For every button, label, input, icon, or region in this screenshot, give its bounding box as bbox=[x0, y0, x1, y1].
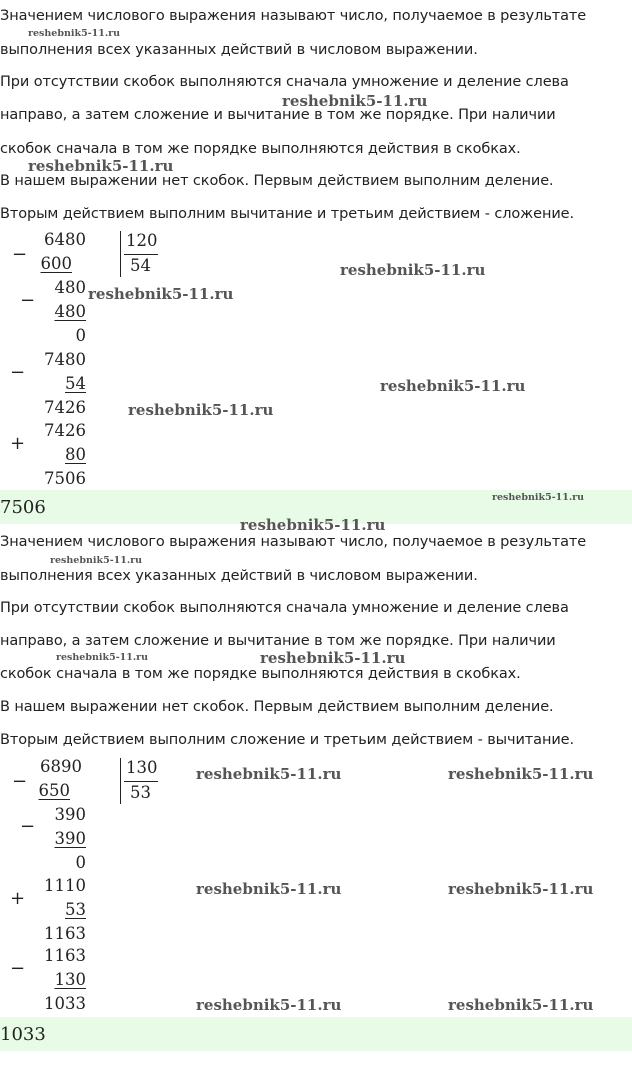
s1-add-term-1: 7426 bbox=[44, 421, 86, 440]
s1-quotient: 54 bbox=[130, 256, 151, 275]
division-bar-vertical bbox=[120, 231, 121, 277]
s2-quotient: 53 bbox=[130, 783, 151, 802]
watermark: reshebnik5-11.ru bbox=[128, 401, 274, 419]
s1-paragraph-4: Вторым действием выполним вычитание и третьим действием - сложение. bbox=[0, 206, 574, 222]
s2-add-term-1: 1110 bbox=[44, 876, 86, 895]
watermark: reshebnik5-11.ru bbox=[448, 996, 594, 1014]
watermark: reshebnik5-11.ru bbox=[56, 652, 149, 663]
s2-sub-minuend: 1163 bbox=[44, 946, 86, 965]
s2-sub-subtrahend: 130 bbox=[54, 970, 86, 989]
s2-division-sub-1: 650 bbox=[38, 781, 70, 800]
answer-box bbox=[0, 1017, 632, 1051]
watermark: reshebnik5-11.ru bbox=[28, 157, 174, 175]
s2-paragraph-1-line-2: выполнения всех указанных действий в числовом выражении. bbox=[0, 568, 478, 584]
minus-sign: − bbox=[10, 362, 26, 383]
s1-paragraph-1-line-1: Значением числового выражения называют число, получаемое в результате bbox=[0, 8, 587, 24]
s1-dividend: 6480 bbox=[44, 230, 86, 249]
s1-sub-subtrahend: 54 bbox=[65, 374, 86, 393]
s2-add-term-2: 53 bbox=[65, 900, 86, 919]
s1-division-sub-1: 600 bbox=[40, 254, 72, 273]
s2-paragraph-2-line-2: направо, а затем сложение и вычитание в том же порядке. При наличии bbox=[0, 633, 556, 649]
watermark: reshebnik5-11.ru bbox=[196, 996, 342, 1014]
watermark: reshebnik5-11.ru bbox=[448, 880, 594, 898]
s1-answer: 7506 bbox=[0, 497, 46, 518]
s2-remainder-1: 390 bbox=[54, 805, 86, 824]
s1-remainder-2: 0 bbox=[75, 326, 86, 345]
minus-sign: − bbox=[10, 958, 26, 979]
watermark: reshebnik5-11.ru bbox=[260, 649, 406, 667]
s1-add-term-2: 80 bbox=[65, 445, 86, 464]
s1-add-result: 7506 bbox=[44, 469, 86, 488]
watermark: reshebnik5-11.ru bbox=[448, 765, 594, 783]
minus-sign: − bbox=[12, 244, 28, 265]
s1-paragraph-3: В нашем выражении нет скобок. Первым действием выполним деление. bbox=[0, 173, 554, 189]
s2-dividend: 6890 bbox=[40, 757, 82, 776]
watermark: reshebnik5-11.ru bbox=[196, 765, 342, 783]
watermark: reshebnik5-11.ru bbox=[282, 92, 428, 110]
s1-sub-minuend: 7480 bbox=[44, 350, 86, 369]
watermark: reshebnik5-11.ru bbox=[340, 261, 486, 279]
division-bar-vertical bbox=[120, 758, 121, 804]
s1-paragraph-2-line-1: При отсутствии скобок выполняются сначала умножение и деление слева bbox=[0, 74, 569, 90]
s1-sub-result: 7426 bbox=[44, 398, 86, 417]
s1-paragraph-1-line-2: выполнения всех указанных действий в числовом выражении. bbox=[0, 42, 478, 58]
s2-paragraph-3: В нашем выражении нет скобок. Первым действием выполним деление. bbox=[0, 699, 554, 715]
plus-sign: + bbox=[10, 888, 26, 909]
watermark: reshebnik5-11.ru bbox=[380, 377, 526, 395]
watermark: reshebnik5-11.ru bbox=[50, 555, 143, 566]
s1-divisor: 120 bbox=[126, 231, 158, 250]
s2-divisor: 130 bbox=[126, 758, 158, 777]
s2-remainder-2: 0 bbox=[75, 853, 86, 872]
s2-paragraph-2-line-1: При отсутствии скобок выполняются сначала умножение и деление слева bbox=[0, 600, 569, 616]
s2-paragraph-2-line-3: скобок сначала в том же порядке выполняются действия в скобках. bbox=[0, 666, 521, 682]
s1-remainder-1: 480 bbox=[54, 278, 86, 297]
minus-sign: − bbox=[20, 290, 36, 311]
s1-division-sub-2: 480 bbox=[54, 302, 86, 321]
s2-paragraph-4: Вторым действием выполним сложение и третьим действием - вычитание. bbox=[0, 732, 574, 748]
plus-sign: + bbox=[10, 433, 26, 454]
division-bar-horizontal bbox=[124, 781, 158, 782]
watermark: reshebnik5-11.ru bbox=[492, 492, 585, 503]
watermark: reshebnik5-11.ru bbox=[28, 28, 121, 39]
minus-sign: − bbox=[20, 816, 36, 837]
s2-add-result: 1163 bbox=[44, 924, 86, 943]
s2-answer: 1033 bbox=[0, 1024, 46, 1045]
s1-paragraph-2-line-3: скобок сначала в том же порядке выполняются действия в скобках. bbox=[0, 141, 521, 157]
watermark: reshebnik5-11.ru bbox=[240, 516, 386, 534]
s2-paragraph-1-line-1: Значением числового выражения называют число, получаемое в результате bbox=[0, 534, 587, 550]
s1-paragraph-2-line-2: направо, а затем сложение и вычитание в том же порядке. При наличии bbox=[0, 107, 556, 123]
division-bar-horizontal bbox=[124, 254, 158, 255]
s2-division-sub-2: 390 bbox=[54, 829, 86, 848]
watermark: reshebnik5-11.ru bbox=[196, 880, 342, 898]
s2-sub-result: 1033 bbox=[44, 994, 86, 1013]
minus-sign: − bbox=[12, 771, 28, 792]
watermark: reshebnik5-11.ru bbox=[88, 285, 234, 303]
